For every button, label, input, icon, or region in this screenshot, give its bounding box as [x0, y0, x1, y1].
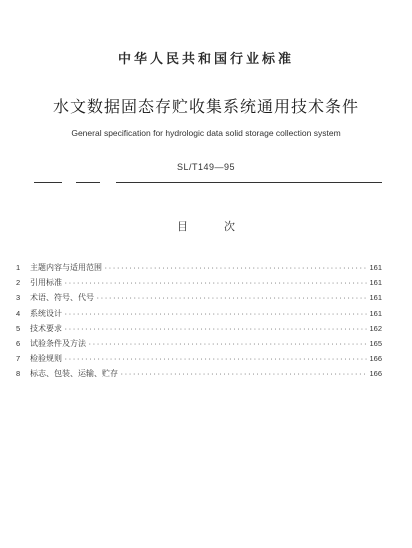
toc-item-page: 166 — [369, 354, 382, 364]
toc-item-page: 161 — [369, 293, 382, 303]
toc-heading — [0, 218, 412, 234]
toc-item-number: 3 — [16, 293, 21, 303]
toc-item-number: 6 — [16, 338, 21, 348]
toc-heading-left: 目 — [177, 220, 188, 233]
toc-item[interactable] — [16, 262, 382, 277]
toc-item-page: 161 — [369, 278, 382, 288]
toc-item-number: 7 — [16, 354, 21, 364]
toc-leader-dots — [120, 371, 367, 378]
toc-item[interactable] — [16, 277, 382, 292]
document-title-chinese: 水文数据固态存贮收集系统通用技术条件 — [52, 97, 359, 116]
toc-item-number: 4 — [16, 308, 21, 318]
toc-item-label: 技术要求 — [30, 323, 62, 333]
toc-leader-dots — [104, 265, 367, 272]
toc-item-page: 165 — [369, 338, 382, 348]
header-rule-segment — [34, 182, 62, 183]
toc-leader-dots — [96, 295, 367, 302]
toc-leader-dots — [64, 280, 367, 287]
toc-item-page: 166 — [369, 369, 382, 379]
toc-item-number: 1 — [16, 263, 21, 272]
toc-item-page: 161 — [369, 263, 382, 272]
toc-item[interactable] — [16, 323, 382, 338]
toc-item[interactable] — [16, 308, 382, 323]
toc-item-page: 161 — [369, 308, 382, 318]
toc-leader-dots — [64, 311, 367, 318]
toc-heading-right: 次 — [224, 220, 235, 233]
toc-item[interactable] — [16, 292, 382, 307]
toc-item-number: 2 — [16, 278, 21, 288]
toc-item-label: 标志、包装、运输、贮存 — [30, 369, 118, 379]
toc-item-label: 试验条件及方法 — [30, 338, 86, 348]
standard-number: SL/T149—95 — [176, 162, 236, 172]
toc-item-number: 5 — [16, 323, 21, 333]
table-of-contents — [16, 262, 382, 384]
toc-item-page: 162 — [369, 323, 382, 333]
toc-item[interactable] — [16, 338, 382, 353]
toc-item-label: 主题内容与适用范围 — [30, 263, 102, 272]
toc-item[interactable] — [16, 353, 382, 368]
toc-item-label: 系统设计 — [30, 308, 62, 318]
toc-leader-dots — [88, 341, 367, 348]
toc-item[interactable] — [16, 368, 382, 383]
toc-item-label: 检验规则 — [30, 354, 62, 364]
toc-leader-dots — [64, 356, 367, 363]
document-title-english: General specification for hydrologic data solid storage collection system — [71, 128, 341, 138]
header-rule-segment — [76, 182, 100, 183]
header-rule-main — [116, 182, 382, 183]
standard-category-header: 中华人民共和国行业标准 — [117, 52, 294, 67]
toc-item-label: 术语、符号、代号 — [30, 293, 94, 303]
toc-leader-dots — [64, 326, 367, 333]
toc-item-label: 引用标准 — [30, 278, 62, 288]
toc-item-number: 8 — [16, 369, 21, 379]
